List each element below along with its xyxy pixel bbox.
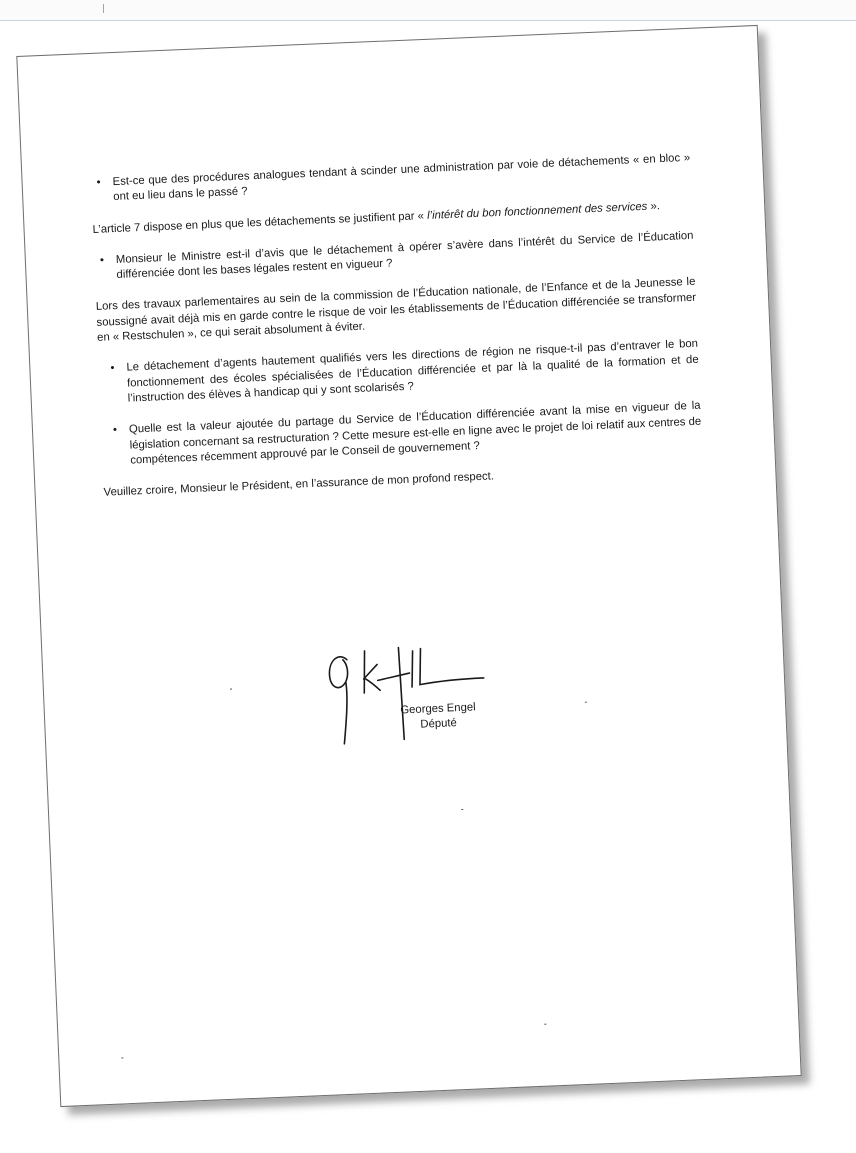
bullet-text-1: Est-ce que des procédures analogues tendant à scinder une administration par voie de détachements « en bloc » ont eu lieu dans le passé ? [112,151,691,204]
signatory-title: Député [420,717,458,731]
bullet-text-4: Quelle est la valeur ajoutée du partage du Service de l’Éducation différenciée avant la mise en vigueur de la législation concernant sa restructuration ? Cette mesure est-elle en ligne avec le projet de loi relatif aux centres de compétences récemment approuvé par le Conseil de gouvernement ? [128,399,702,467]
bullet-marker: • [96,176,101,189]
scan-speck [461,809,463,810]
bullet-text-3: Le détachement d’agents hautement qualifiés vers les directions de région ne risque-t-il pas d’entraver le bon fonctionnement des écoles spécialisées de l’Éducation différenciée et par là la qualité de la formation et de l’instruction des élèves à handicap qui y sont scolarisés ? [126,338,699,405]
bullet-item-1 [90,151,691,207]
bullet-text-2: Monsieur le Ministre est-il d’avis que le détachement à opérer s’avère dans l’intérêt du Service de l’Éducation différenciée dont les bases légales restent en vigueur ? [115,229,694,282]
signature-block [383,700,494,735]
bullet-item-3 [98,337,699,408]
toolbar-separator [103,4,104,13]
document-page [16,25,801,1107]
viewer-top-bar [0,0,856,21]
scan-speck [121,1057,123,1058]
paragraph-article-7-suffix: ». [647,199,661,213]
letter-body [90,151,704,517]
scan-speck [585,702,587,703]
bullet-item-2 [94,229,695,285]
bullet-marker: • [112,424,118,437]
bullet-item-4 [101,399,702,470]
signatory-name: Georges Engel [400,701,476,717]
bullet-marker: • [99,254,105,267]
paragraph-article-7-prefix: L’article 7 dispose en plus que les détachements se justifient par « [92,209,428,236]
bullet-marker: • [110,362,115,375]
paragraph-commission: Lors des travaux parlementaires au sein de la commission de l’Éducation nationale, de l’Enfance et de la Jeunesse le soussigné avait déjà mis en garde contre le risque de voir les établissements de l’Éducation différenciée se transformer en « Restschulen », ce qui serait absolument à éviter. [95,276,697,344]
quoted-phrase: l’intérêt du bon fonctionnement des services [426,200,648,222]
closing-formula: Veuillez croire, Monsieur le Président, en l’assurance de mon profond respect. [103,470,495,499]
scan-speck [230,689,232,690]
scan-speck [544,1024,546,1025]
